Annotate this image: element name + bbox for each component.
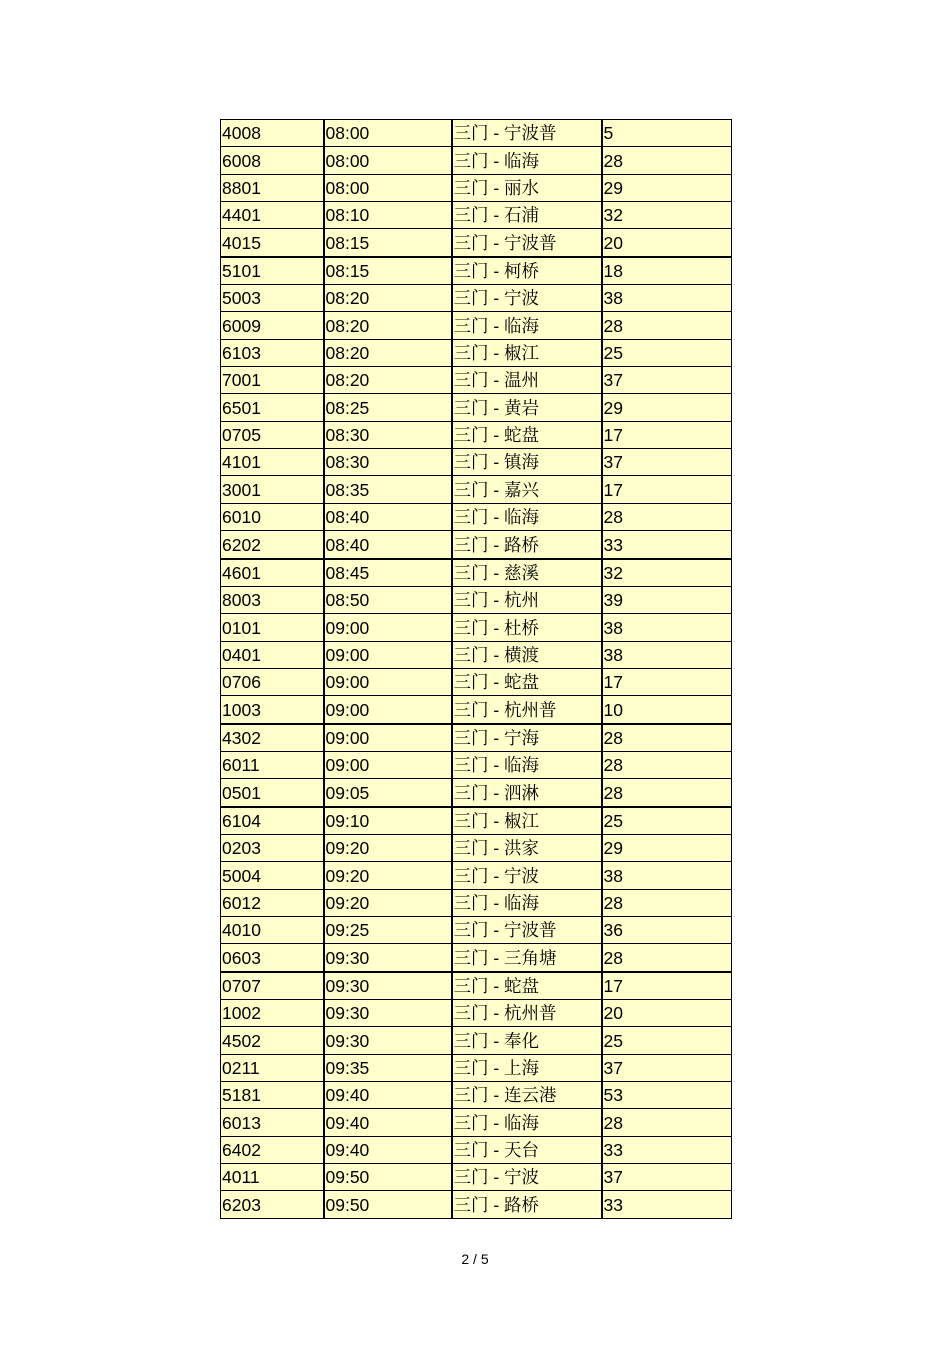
route-number-cell: 6202 [221,531,324,559]
route-number-cell: 6103 [221,339,324,366]
table-row [221,944,732,972]
route-number-cell: 8801 [221,174,324,201]
departure-time-cell: 08:50 [324,586,452,613]
departure-time-cell: 09:50 [324,1164,452,1191]
route-number-cell: 5003 [221,285,324,312]
route-number-cell: 4502 [221,1027,324,1054]
departure-time-cell: 09:30 [324,1027,452,1054]
fare-cell: 20 [602,1000,732,1027]
table-row [221,696,732,724]
table-row [221,1109,732,1136]
route-number-cell: 4302 [221,724,324,752]
fare-cell: 25 [602,1027,732,1054]
table-row [221,339,732,366]
departure-time-cell: 09:40 [324,1082,452,1109]
destination-cell: 三门 - 路桥 [452,531,602,559]
fare-cell: 29 [602,394,732,421]
route-number-cell: 6203 [221,1191,324,1218]
table-row [221,1054,732,1081]
table-row [221,367,732,394]
route-number-cell: 5101 [221,257,324,285]
table-row [221,202,732,229]
fare-cell: 28 [602,889,732,916]
table-row [221,641,732,668]
destination-cell: 三门 - 奉化 [452,1027,602,1054]
departure-time-cell: 09:40 [324,1109,452,1136]
destination-cell: 三门 - 丽水 [452,174,602,201]
table-row [221,1027,732,1054]
table-row [221,147,732,174]
fare-cell: 25 [602,807,732,835]
fare-cell: 17 [602,476,732,503]
fare-cell: 38 [602,614,732,641]
fare-cell: 25 [602,339,732,366]
route-number-cell: 0101 [221,614,324,641]
table-row [221,1082,732,1109]
table-row [221,972,732,1000]
table-row [221,476,732,503]
destination-cell: 三门 - 嘉兴 [452,476,602,503]
destination-cell: 三门 - 上海 [452,1054,602,1081]
route-number-cell: 0706 [221,668,324,695]
route-number-cell: 6501 [221,394,324,421]
fare-cell: 17 [602,668,732,695]
fare-cell: 33 [602,1136,732,1163]
table-row [221,503,732,530]
table-row [221,421,732,448]
departure-time-cell: 09:20 [324,834,452,861]
fare-cell: 28 [602,312,732,339]
departure-time-cell: 09:10 [324,807,452,835]
departure-time-cell: 09:35 [324,1054,452,1081]
route-number-cell: 7001 [221,367,324,394]
table-row [221,862,732,889]
route-number-cell: 5181 [221,1082,324,1109]
departure-time-cell: 08:20 [324,312,452,339]
table-row [221,916,732,943]
destination-cell: 三门 - 柯桥 [452,257,602,285]
page-number: 2 / 5 [461,1251,489,1267]
route-number-cell: 6402 [221,1136,324,1163]
fare-cell: 36 [602,916,732,943]
destination-cell: 三门 - 洪家 [452,834,602,861]
destination-cell: 三门 - 慈溪 [452,559,602,587]
table-row [221,559,732,587]
fare-cell: 38 [602,285,732,312]
fare-cell: 33 [602,1191,732,1218]
departure-time-cell: 09:20 [324,889,452,916]
fare-cell: 28 [602,779,732,807]
route-number-cell: 4601 [221,559,324,587]
route-number-cell: 4008 [221,120,324,147]
destination-cell: 三门 - 宁海 [452,724,602,752]
departure-time-cell: 08:15 [324,257,452,285]
route-number-cell: 0401 [221,641,324,668]
destination-cell: 三门 - 天台 [452,1136,602,1163]
destination-cell: 三门 - 蛇盘 [452,972,602,1000]
destination-cell: 三门 - 蛇盘 [452,668,602,695]
destination-cell: 三门 - 临海 [452,751,602,778]
destination-cell: 三门 - 横渡 [452,641,602,668]
destination-cell: 三门 - 泗淋 [452,779,602,807]
route-number-cell: 6010 [221,503,324,530]
departure-time-cell: 08:15 [324,229,452,257]
destination-cell: 三门 - 宁波 [452,1164,602,1191]
table-row [221,1000,732,1027]
departure-time-cell: 08:20 [324,367,452,394]
fare-cell: 18 [602,257,732,285]
route-number-cell: 4010 [221,916,324,943]
table-row [221,174,732,201]
departure-time-cell: 08:30 [324,449,452,476]
departure-time-cell: 09:00 [324,751,452,778]
destination-cell: 三门 - 临海 [452,503,602,530]
departure-time-cell: 08:40 [324,503,452,530]
route-number-cell: 4101 [221,449,324,476]
departure-time-cell: 09:05 [324,779,452,807]
fare-cell: 28 [602,503,732,530]
destination-cell: 三门 - 连云港 [452,1082,602,1109]
destination-cell: 三门 - 临海 [452,889,602,916]
table-row [221,586,732,613]
departure-time-cell: 09:00 [324,696,452,724]
destination-cell: 三门 - 宁波 [452,862,602,889]
fare-cell: 32 [602,559,732,587]
table-row [221,751,732,778]
route-number-cell: 6011 [221,751,324,778]
destination-cell: 三门 - 杭州普 [452,1000,602,1027]
destination-cell: 三门 - 路桥 [452,1191,602,1218]
table-row [221,779,732,807]
table-row [221,312,732,339]
route-number-cell: 3001 [221,476,324,503]
departure-time-cell: 09:00 [324,724,452,752]
fare-cell: 39 [602,586,732,613]
destination-cell: 三门 - 临海 [452,312,602,339]
destination-cell: 三门 - 杭州普 [452,696,602,724]
destination-cell: 三门 - 黄岩 [452,394,602,421]
table-row [221,1164,732,1191]
fare-cell: 28 [602,147,732,174]
departure-time-cell: 08:45 [324,559,452,587]
destination-cell: 三门 - 宁波普 [452,229,602,257]
destination-cell: 三门 - 蛇盘 [452,421,602,448]
fare-cell: 53 [602,1082,732,1109]
departure-time-cell: 09:50 [324,1191,452,1218]
destination-cell: 三门 - 杜桥 [452,614,602,641]
table-row [221,285,732,312]
departure-time-cell: 09:00 [324,668,452,695]
destination-cell: 三门 - 宁波普 [452,916,602,943]
fare-cell: 37 [602,1164,732,1191]
destination-cell: 三门 - 温州 [452,367,602,394]
route-number-cell: 0211 [221,1054,324,1081]
fare-cell: 28 [602,1109,732,1136]
fare-cell: 28 [602,751,732,778]
table-row [221,1136,732,1163]
fare-cell: 10 [602,696,732,724]
departure-time-cell: 09:40 [324,1136,452,1163]
fare-cell: 37 [602,367,732,394]
destination-cell: 三门 - 杭州 [452,586,602,613]
table-row [221,807,732,835]
departure-time-cell: 08:35 [324,476,452,503]
fare-cell: 5 [602,120,732,147]
fare-cell: 38 [602,641,732,668]
departure-time-cell: 09:30 [324,972,452,1000]
route-number-cell: 0705 [221,421,324,448]
route-number-cell: 6012 [221,889,324,916]
table-row [221,257,732,285]
destination-cell: 三门 - 镇海 [452,449,602,476]
route-number-cell: 1003 [221,696,324,724]
schedule-table-body [221,120,732,1219]
fare-cell: 29 [602,834,732,861]
fare-cell: 20 [602,229,732,257]
destination-cell: 三门 - 椒江 [452,339,602,366]
destination-cell: 三门 - 临海 [452,1109,602,1136]
route-number-cell: 4015 [221,229,324,257]
departure-time-cell: 08:00 [324,120,452,147]
route-number-cell: 4401 [221,202,324,229]
destination-cell: 三门 - 宁波 [452,285,602,312]
destination-cell: 三门 - 宁波普 [452,120,602,147]
route-number-cell: 6009 [221,312,324,339]
route-number-cell: 5004 [221,862,324,889]
table-row [221,229,732,257]
fare-cell: 17 [602,421,732,448]
departure-time-cell: 09:00 [324,641,452,668]
destination-cell: 三门 - 石浦 [452,202,602,229]
route-number-cell: 0501 [221,779,324,807]
route-number-cell: 1002 [221,1000,324,1027]
fare-cell: 37 [602,1054,732,1081]
route-number-cell: 6013 [221,1109,324,1136]
departure-time-cell: 08:10 [324,202,452,229]
table-row [221,531,732,559]
table-row [221,834,732,861]
fare-cell: 17 [602,972,732,1000]
departure-time-cell: 08:40 [324,531,452,559]
route-number-cell: 0707 [221,972,324,1000]
departure-time-cell: 08:30 [324,421,452,448]
departure-time-cell: 09:00 [324,614,452,641]
departure-time-cell: 09:30 [324,1000,452,1027]
table-row [221,449,732,476]
route-number-cell: 0203 [221,834,324,861]
route-number-cell: 6104 [221,807,324,835]
departure-time-cell: 08:20 [324,339,452,366]
route-number-cell: 8003 [221,586,324,613]
fare-cell: 28 [602,724,732,752]
fare-cell: 28 [602,944,732,972]
departure-time-cell: 08:25 [324,394,452,421]
route-number-cell: 4011 [221,1164,324,1191]
table-row [221,889,732,916]
fare-cell: 33 [602,531,732,559]
route-number-cell: 0603 [221,944,324,972]
destination-cell: 三门 - 椒江 [452,807,602,835]
table-row [221,614,732,641]
bus-schedule-table [220,119,732,1219]
departure-time-cell: 09:20 [324,862,452,889]
destination-cell: 三门 - 三角塘 [452,944,602,972]
departure-time-cell: 08:20 [324,285,452,312]
fare-cell: 38 [602,862,732,889]
departure-time-cell: 08:00 [324,174,452,201]
table-row [221,394,732,421]
fare-cell: 37 [602,449,732,476]
departure-time-cell: 08:00 [324,147,452,174]
table-row [221,668,732,695]
table-row [221,120,732,147]
table-row [221,724,732,752]
departure-time-cell: 09:30 [324,944,452,972]
table-row [221,1191,732,1218]
departure-time-cell: 09:25 [324,916,452,943]
route-number-cell: 6008 [221,147,324,174]
fare-cell: 32 [602,202,732,229]
destination-cell: 三门 - 临海 [452,147,602,174]
fare-cell: 29 [602,174,732,201]
